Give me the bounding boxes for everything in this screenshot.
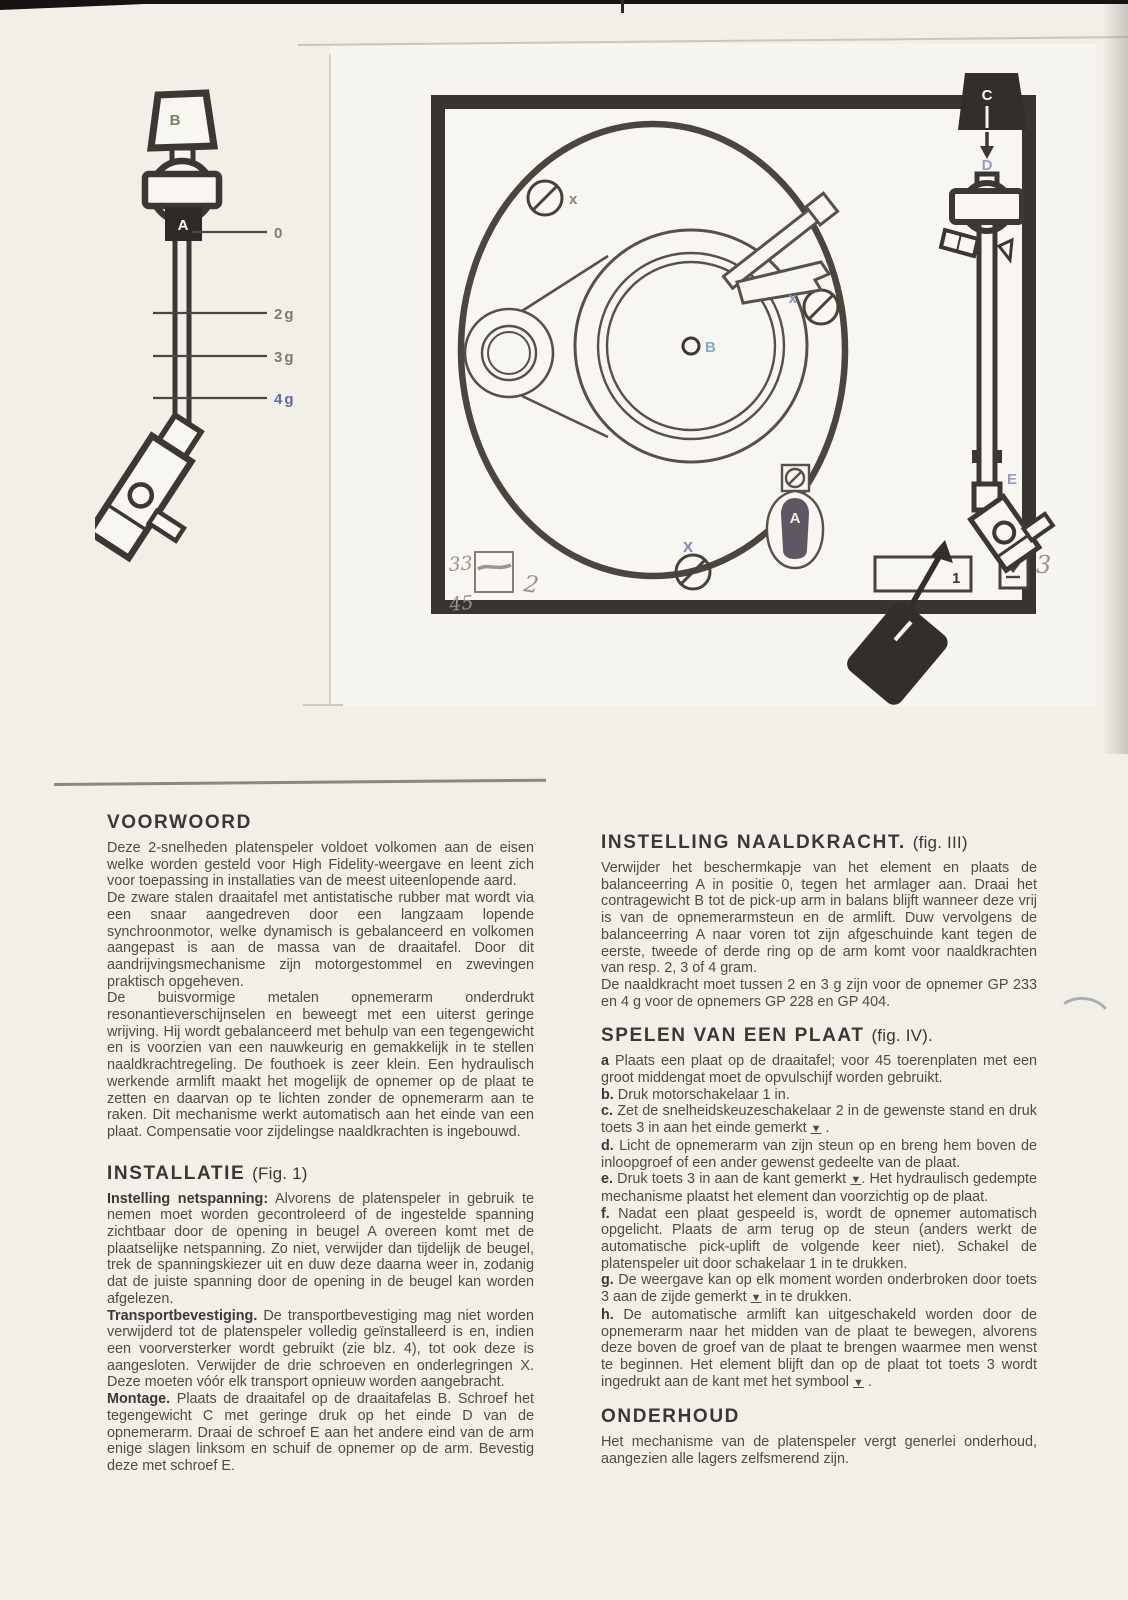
speed-45-label: 45 [448,591,475,616]
installatie-item: Transportbevestiging. De transportbevestiging mag niet worden verwijderd tot de platenspeler volledig geïnstalleerd is en, indien een voorversterker wordt gebruikt (zie blz. 4), tot ook deze is aangesloten. Verwijder de drie schroeven en onderlegringen X. Deze moeten vóór elk transport opnieuw worden aangebracht. [107,1307,534,1391]
selector-knob [781,498,809,559]
section-onderhoud [601,1406,1037,1467]
counterweight-c [958,73,1027,130]
spelen-step: b. Druk motorschakelaar 1 in. [601,1086,790,1103]
scan-top-edge [0,0,1128,4]
screw-x1-label: x [569,191,578,208]
naaldkracht-title: INSTELLING NAALDKRACHT. (fig. III) [601,832,968,853]
scan-top-wedge [0,0,150,10]
balance-ring-label: A [177,217,189,234]
voorwoord-paragraph: De zware stalen draaitafel met antistatische rubber mat wordt via een snaar aangedreven door een langzaam lopende synchroonmotor, welke dynamisch is gebalanceerd en volkomen aangepast is aan de massa van de draaitafel. Door dit aandrijvingsmechanisme zijn motorgestommel en zwevingen praktisch opgeheven. [107,890,534,990]
motor-button-label: 1 [952,570,961,587]
left-tonearm-figure [95,85,395,565]
spindle-label: B [705,339,716,356]
spelen-step: d. Licht de opnemerarm van zijn steun op en breng hem boven de inloopgroef of een ander gewenst gedeelte van de plaat. [601,1137,1037,1171]
section-installatie [107,1163,534,1475]
column-divider-rule [54,779,546,786]
left-column [107,812,534,1475]
speed-33-label: 33 [447,552,474,576]
onderhoud-paragraph: Het mechanisme van de platenspeler vergt generlei onderhoud, aangezien alle lagers zelfsmerend zijn. [601,1434,1037,1468]
fig-reference: (fig. III) [912,833,968,852]
scale-ticks [153,232,267,398]
scale-2g-label: 2g [274,306,296,323]
right-column [601,832,1037,1468]
fig-reference: (Fig. 1) [252,1163,308,1183]
voorwoord-title: VOORWOORD [107,812,252,833]
scan-right-shade [1102,4,1128,754]
scale-4g-label: 4g [274,391,296,408]
speed-switch-label: 2 [522,571,541,599]
spelen-step: f. Nadat een plaat gespeeld is, wordt de opnemer automatisch opgelicht. Plaats de arm terug op de steun (anders werkt de automatische pick-uplift de volgende keer niet). Schakel de platenspeler uit door schakelaar 1 in te drukken. [601,1205,1037,1272]
bearing-bar [145,174,219,206]
panel-bottom-edge-line [303,704,343,706]
arm-end-d-label: D [981,157,993,174]
screw-x3-label: X [682,539,694,556]
spelen-step: h. De automatische armlift kan uitgeschakeld worden door de opnemerarm naar het midden van de plaat te bewegen, alvorens deze boven de groef van de plaat te brengen waarmee men wenst te beginnen. Het element blijft dan op de plaat tot toets 3 wordt ingedrukt aan de kant met het symbool ▼ . [601,1306,1037,1390]
section-voorwoord [107,812,534,1141]
counterweight-c-label: C [981,87,993,104]
naaldkracht-paragraph: De naaldkracht moet tussen 2 en 3 g zijn voor de opnemer GP 233 en 4 g voor de opnemers GP 228 en GP 404. [601,976,1037,1010]
cartridge-e-label: E [1007,471,1018,488]
screw-x2-label: x [788,290,797,307]
lift-switch-label: 3 [1036,551,1052,579]
scale-3g-label: 3g [274,349,296,366]
fig-reference: (fig. IV). [871,1026,933,1046]
headshell [95,411,233,565]
spindle [683,338,699,354]
spelen-step: c. Zet de snelheidskeuzeschakelaar 2 in de gewenste stand en druk toets 3 in aan het einde gemerkt ▼ . [601,1103,1037,1137]
section-spelen [601,1025,1037,1391]
spelen-step: e. Druk toets 3 in aan de kant gemerkt ▼. Het hydraulisch gedempte mechanisme plaatst het element dan voorzichtig op de plaat. [601,1171,1038,1205]
spelen-step: g. De weergave kan op elk moment worden onderbroken door toets 3 aan de zijde gemerkt ▼ in te drukken. [601,1272,1037,1306]
onderhoud-title: ONDERHOUD [601,1406,740,1428]
voorwoord-paragraph: De buisvormige metalen opnemerarm onderdrukt resonantieverschijnselen en beweegt met een uiterst geringe wrijving. Hij wordt gebalanceerd met behulp van een tegengewicht en is voorzien van een nauwkeurig en gemakkelijk in te stellen naaldkrachtregeling. De fouthoek is zeer klein. Een hydraulisch werkende armlift maakt het mogelijk de opnemer op de plaat te zetten en daarvan op te lichten zonder de opnemerarm aan te raken. Dit mechanisme werkt automatisch aan het einde van een plaat. Compensatie voor zijdelingse naaldkrachten is ingebouwd. [107,990,534,1140]
scale-0-label: 0 [274,225,283,242]
turntable-figure [425,60,1065,715]
scan-arc-mark [1050,994,1116,1051]
counterweight-outline [151,93,214,148]
spelen-step: a Plaats een plaat op de draaitafel; voor 45 toerenplaten met een groot middengat moet de opvulschijf worden gebruikt. [601,1053,1038,1087]
spelen-title: SPELEN VAN EEN PLAAT (fig. IV). [601,1025,933,1047]
section-naaldkracht [601,832,1037,1010]
naaldkracht-paragraph: Verwijder het beschermkapje van het element en plaats de balanceerring A in positie 0, tegen het armlager aan. Draai het contragewicht B tot de pick-up arm in balans blijft wanneer deze vrij is van de opnemerarmsteun en de armlift. Duw vervolgens de balanceerring A naar voren tot zijn afgeschuinde kant tegen de eerste, tweede of derde ring op de arm komt voor naaldkrachten van resp. 2, 3 of 4 gram. [601,860,1037,977]
scan-top-tick [621,0,624,13]
installatie-item: Instelling netspanning: Alvorens de platenspeler in gebruik te nemen moet worden gecontroleerd of de ingestelde spanning zichtbaar door de opening in beugel A overeen komt met de plaatselijke netspanning. Zo niet, verwijder dan tijdelijk de beugel, trek de spanningskiezer uit en duw deze daarna weer in, zodanig dat de juiste spanning door de opening in de beugel kan worden afgelezen. [107,1190,534,1307]
counterweight-label: B [169,112,181,129]
installatie-item: Montage. Plaats de draaitafel op de draaitafelas B. Schroef het tegengewicht C met geringe druk op het einde D van de opnemerarm. Draai de schroef E aan het andere eind van de arm enige slagen linksom en schuif de opnemer op de arm. Bevestig deze met schroef E. [107,1391,535,1474]
voorwoord-paragraph: Deze 2-snelheden platenspeler voldoet volkomen aan de eisen welke worden gesteld voor High Fidelity-weergave en leent zich voor toepassing in installaties van de meest uiteenlopende aard. [107,840,534,890]
installatie-title: INSTALLATIE (Fig. 1) [107,1162,308,1184]
selector-a-label: A [789,510,801,527]
